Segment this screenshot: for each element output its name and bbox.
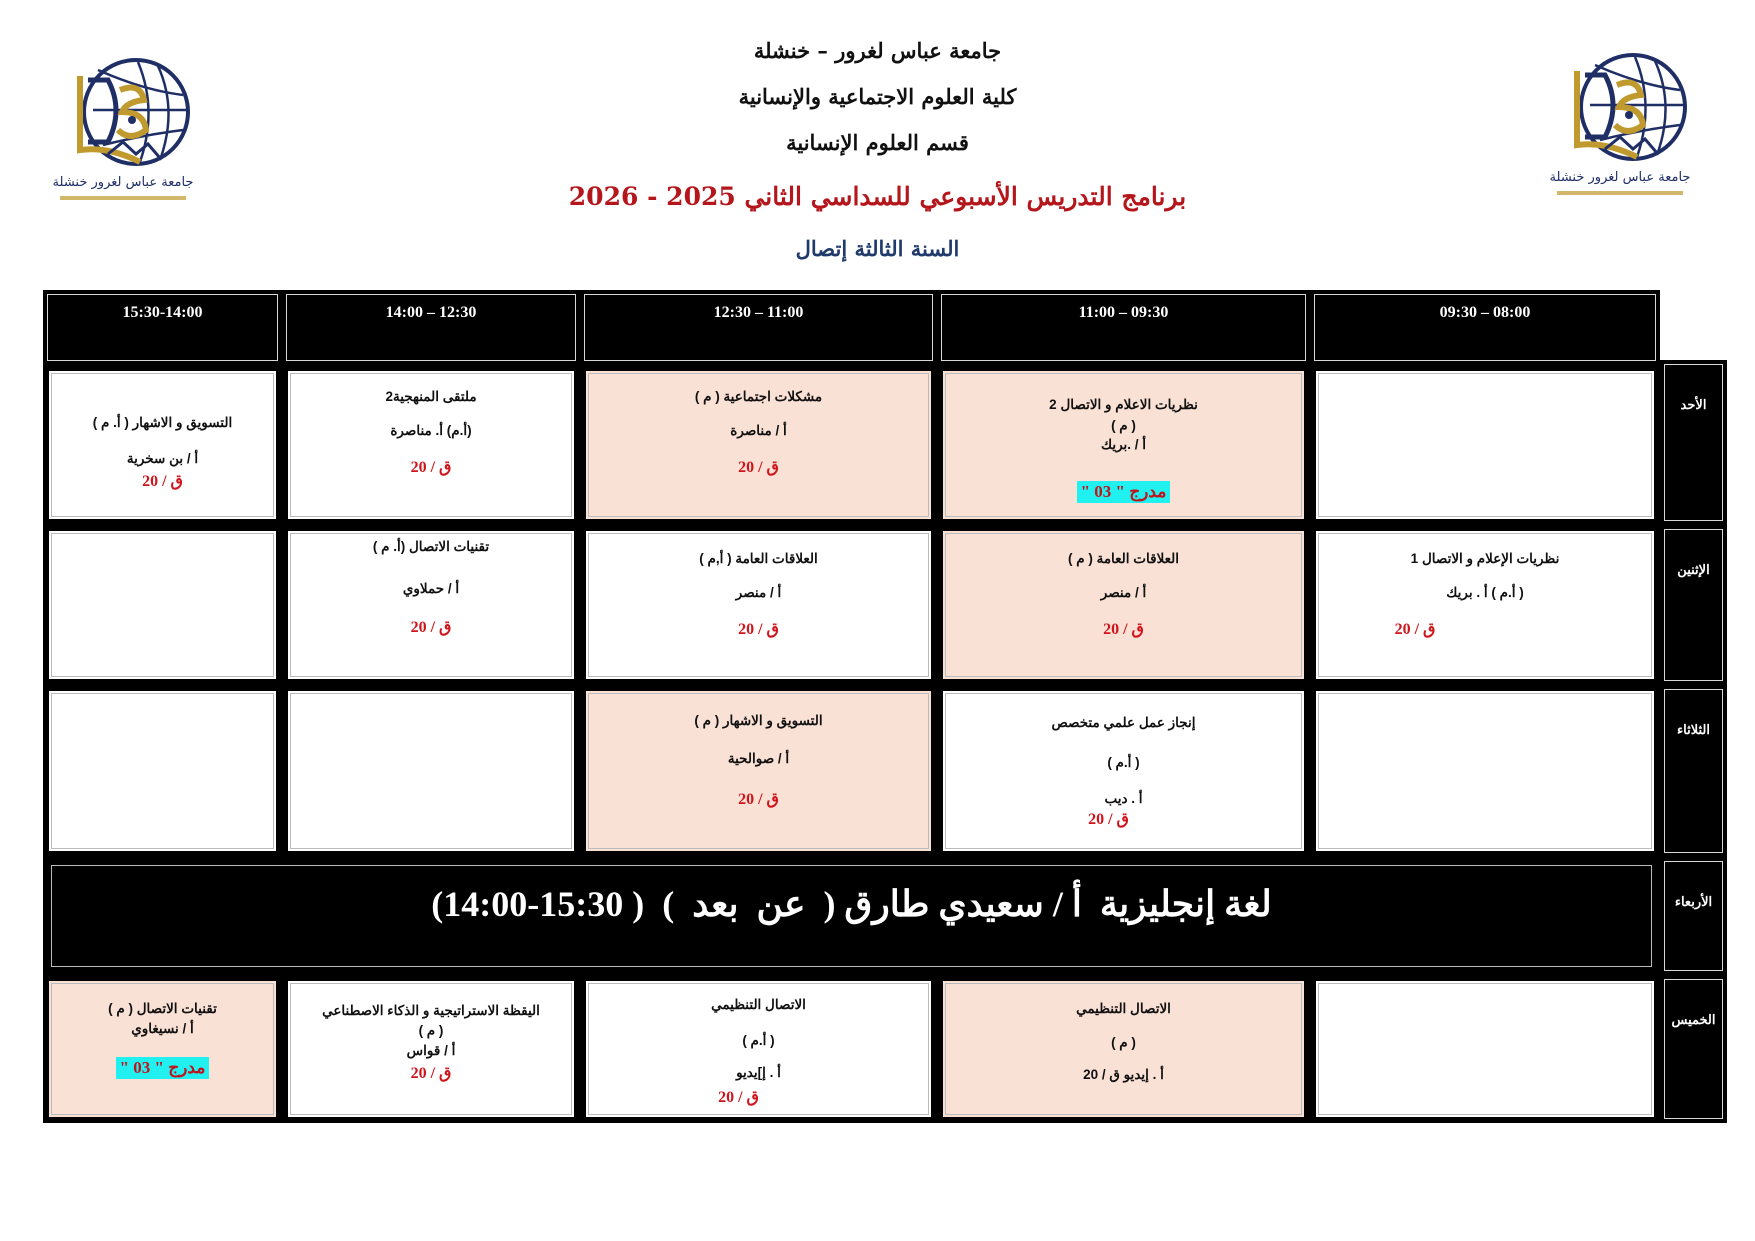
slot-thursday-1530[interactable]	[43, 975, 282, 1123]
teacher-name: أ / صوالحية	[727, 751, 790, 766]
university-logo-left	[48, 50, 198, 220]
slot-thursday-1400[interactable]	[282, 975, 580, 1123]
slot-tuesday-1230[interactable]	[580, 685, 937, 857]
wednesday-english-banner[interactable]: لغة إنجليزية أ / سعيدي طارق ( عن بعد ) ( 15:30-14:00)	[43, 857, 1660, 975]
teacher-name: أ / حملاوي	[402, 581, 460, 596]
course-name: العلاقات العامة ( أ,م )	[699, 551, 818, 566]
slot-monday-1400[interactable]	[282, 525, 580, 685]
room-label: ق / 20	[410, 1065, 452, 1082]
course-name: العلاقات العامة ( م )	[1067, 551, 1180, 566]
course-name: نظريات الاعلام و الاتصال 2	[1049, 397, 1198, 412]
course-name: التسويق و الاشهار ( م )	[694, 713, 823, 728]
department-name: قسم العلوم الإنسانية	[786, 130, 969, 155]
university-logo-icon	[1545, 45, 1695, 215]
time-slot-header-1100: 11:00 – 09:30	[937, 290, 1310, 365]
room-label: ق / 20	[410, 619, 452, 636]
course-name: تقنيات الاتصال (أ. م )	[372, 539, 490, 554]
session-type: ( م )	[1111, 1035, 1136, 1050]
slot-thursday-1100[interactable]	[937, 975, 1310, 1123]
slot-monday-0930[interactable]	[1310, 525, 1660, 685]
slot-thursday-1230[interactable]	[580, 975, 937, 1123]
university-logo-right	[1545, 45, 1695, 215]
slot-tuesday-0930[interactable]	[1310, 685, 1660, 857]
lecture-hall-badge: مدرج " 03 "	[116, 1057, 210, 1079]
teacher-name: أ / مناصرة	[730, 423, 787, 438]
faculty-name: كلية العلوم الاجتماعية والإنسانية	[738, 84, 1017, 109]
time-slot-header-1230: 12:30 – 11:00	[580, 290, 937, 365]
course-name: نظريات الإعلام و الاتصال 1	[1410, 551, 1560, 566]
svg-text:جامعة عباس لغرور خنشلة: جامعة عباس لغرور خنشلة	[52, 175, 194, 190]
time-slot-header-0930: 09:30 – 08:00	[1310, 290, 1660, 365]
room-label: ق / 20	[1088, 811, 1129, 828]
time-slot-header-1530: 15:30-14:00	[43, 290, 282, 365]
teacher-name: أ / منصر	[1100, 585, 1147, 600]
teacher-name: أ . إ]يديو	[736, 1065, 781, 1080]
lecture-hall-badge: مدرج " 03 "	[1077, 481, 1171, 503]
room-label: ق / 20	[1394, 621, 1436, 638]
session-type: ( م )	[418, 1023, 444, 1038]
session-type: ( أ.م )	[742, 1033, 775, 1048]
slot-tuesday-1530[interactable]	[43, 685, 282, 857]
teacher-name: أ . ديب	[1104, 791, 1143, 806]
day-sunday: الأحد	[1660, 360, 1727, 525]
session-type: ( م )	[1111, 418, 1136, 433]
teacher-name: (أ.م) أ. مناصرة	[390, 423, 472, 438]
course-name: إنجاز عمل علمي متخصص	[1051, 715, 1196, 730]
day-monday: الإثنين	[1660, 525, 1727, 685]
course-name: التسويق و الاشهار ( أ. م )	[92, 415, 233, 430]
slot-sunday-1530[interactable]	[43, 365, 282, 525]
room-label: ق / 20	[738, 791, 779, 808]
room-label: ق / 20	[142, 473, 183, 490]
schedule-title: برنامج التدريس الأسبوعي للسداسي الثاني 2025 - 2026	[568, 182, 1187, 211]
teacher-name: أ / بن سخرية	[126, 451, 199, 466]
slot-monday-1100[interactable]	[937, 525, 1310, 685]
slot-monday-1230[interactable]	[580, 525, 937, 685]
slot-sunday-0930[interactable]	[1310, 365, 1660, 525]
slot-sunday-1230[interactable]	[580, 365, 937, 525]
day-wednesday: الأربعاء	[1660, 857, 1727, 975]
room-label: ق / 20	[410, 459, 452, 476]
teacher-and-room: أ . إيديو ق / 20	[1083, 1067, 1164, 1082]
teacher-name: أ / قواس	[406, 1043, 456, 1058]
teacher-name: أ / نسيغاوي	[131, 1021, 194, 1036]
room-label: ق / 20	[718, 1089, 759, 1106]
slot-sunday-1400[interactable]	[282, 365, 580, 525]
room-label: ق / 20	[738, 459, 779, 476]
session-type: ( أ.م )	[1107, 755, 1140, 770]
slot-tuesday-1400[interactable]	[282, 685, 580, 857]
course-name: الاتصال التنظيمي	[1076, 1001, 1171, 1016]
teacher-name: ( أ.م ) أ . بريك	[1446, 585, 1524, 600]
teacher-name: أ / منصر	[735, 585, 782, 600]
slot-sunday-1100[interactable]	[937, 365, 1310, 525]
university-logo-icon	[48, 50, 198, 220]
university-name: جامعة عباس لغرور – خنشلة	[753, 38, 1002, 63]
level-title: السنة الثالثة إتصال	[795, 236, 960, 261]
room-label: ق / 20	[738, 621, 779, 638]
day-tuesday: الثلاثاء	[1660, 685, 1727, 857]
day-thursday: الخميس	[1660, 975, 1727, 1123]
course-name: ملتقى المنهجية2	[385, 389, 477, 404]
course-name: الاتصال التنظيمي	[711, 997, 806, 1012]
room-label: ق / 20	[1103, 621, 1144, 638]
svg-text:جامعة عباس لغرور خنشلة: جامعة عباس لغرور خنشلة	[1549, 170, 1691, 185]
course-name: مشكلات اجتماعية ( م )	[694, 389, 823, 404]
time-slot-header-1400: 14:00 – 12:30	[282, 290, 580, 365]
course-name: اليقظة الاستراتيجية و الذكاء الاصطناعي	[322, 1003, 540, 1018]
slot-monday-1530[interactable]	[43, 525, 282, 685]
course-name: تقنيات الاتصال ( م )	[108, 1001, 217, 1016]
slot-tuesday-1100[interactable]	[937, 685, 1310, 857]
slot-thursday-0930[interactable]	[1310, 975, 1660, 1123]
teacher-name: أ / .بريك	[1100, 437, 1147, 452]
